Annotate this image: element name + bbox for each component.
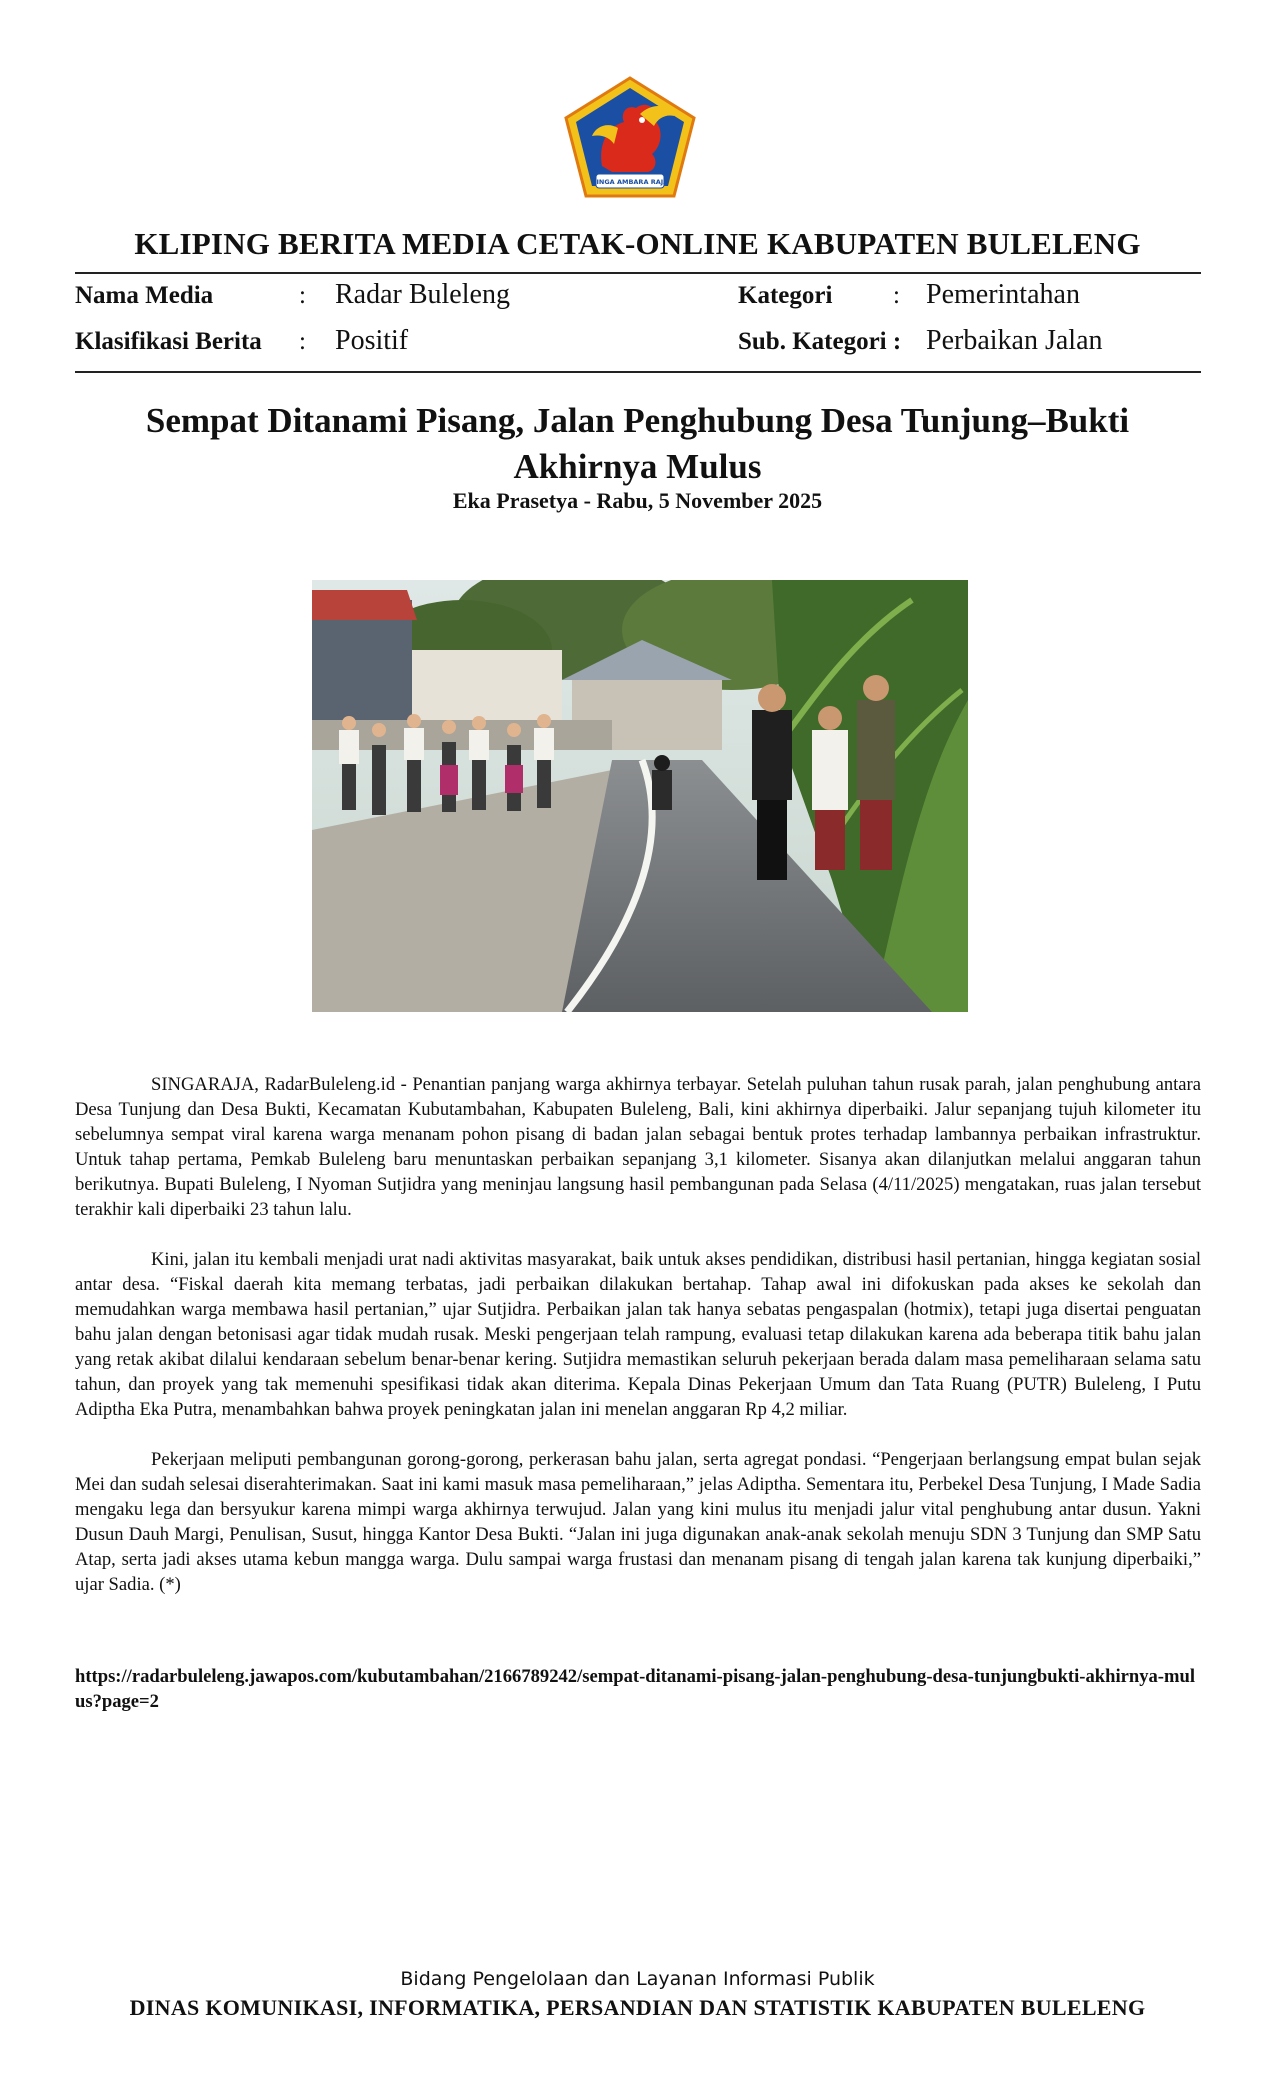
meta-row-classification [75,324,1201,364]
footer-agency: DINAS KOMUNIKASI, INFORMATIKA, PERSANDIAN DAN STATISTIK KABUPATEN BULELENG [129,1995,1146,2020]
header-divider-top [75,272,1201,274]
subcategory-value: Perbaikan Jalan [926,325,1103,356]
classification-value: Positif [335,325,409,356]
page-title: KLIPING BERITA MEDIA CETAK-ONLINE KABUPATEN BULELENG [134,226,1141,261]
singa-ambara-raja-emblem-icon [562,74,698,200]
category-label: Kategori [738,282,833,309]
article-body [75,1072,1201,1622]
subcategory-label: Sub. Kategori : [738,328,902,355]
article-title: Sempat Ditanami Pisang, Jalan Penghubung Desa Tunjung–Bukti Akhirnya Mulus [145,401,1130,486]
article-paragraph: Kini, jalan itu kembali menjadi urat nadi aktivitas masyarakat, baik untuk akses pendidikan, distribusi hasil pertanian, hingga kegiatan sosial antar desa. “Fiskal daerah kita memang terbatas, jadi perbaikan dilakukan bertahap. Tahap awal ini difokuskan pada akses ke sekolah dan memudahkan warga membawa hasil pertanian,” ujar Sutjidra. Perbaikan jalan tak hanya sebatas pengaspalan (hotmix), tetapi juga disertai penguatan bahu jalan dengan betonisasi agar tidak mudah rusak. Meski pengerjaan telah rampung, evaluasi tetap dilakukan karena ada beberapa titik bahu jalan yang retak akibat dilalui kendaraan sebelum benar-benar kering. Sutjidra memastikan seluruh pekerjaan berada dalam masa pemeliharaan selama satu tahun, dan proyek yang tak memenuhi spesifikasi tidak akan diterima. Kepala Dinas Pekerjaan Umum dan Tata Ruang (PUTR) Buleleng, I Putu Adiptha Eka Putra, menambahkan bahwa proyek peningkatan jalan ini menelan anggaran Rp 4,2 miliar. [75,1249,1201,1420]
article-byline: Eka Prasetya - Rabu, 5 November 2025 [452,488,823,513]
article-paragraph: SINGARAJA, RadarBuleleng.id - Penantian panjang warga akhirnya terbayar. Setelah puluhan tahun rusak parah, jalan penghubung antara Desa Tunjung dan Desa Bukti, Kecamatan Kubutambahan, Kabupaten Buleleng, Bali, kini akhirnya diperbaiki. Jalur sepanjang tujuh kilometer itu sebelumnya sempat viral karena warga menanam pohon pisang di badan jalan sebagai bentuk protes terhadap lambannya perbaikan infrastruktur. Untuk tahap pertama, Pemkab Buleleng baru menuntaskan perbaikan sepanjang 3,1 kilometer. Sisanya akan dilanjutkan melalui anggaran tahun berikutnya. Bupati Buleleng, I Nyoman Sutjidra yang meninjau langsung hasil pembangunan pada Selasa (4/11/2025) mengatakan, ruas jalan tersebut terakhir kali diperbaiki 23 tahun lalu. [75,1074,1201,1220]
source-link[interactable]: https://radarbuleleng.jawapos.com/kubutambahan/2166789242/sempat-ditanami-pisang-jalan-penghubung-desa-tunjungbukti-akhirnya-mulus?page=2 [75,1666,1195,1712]
article-photo [312,580,968,1012]
regency-logo [562,74,698,200]
category-value: Pemerintahan [926,279,1080,310]
media-value: Radar Buleleng [335,279,510,310]
classification-colon: : [299,328,306,355]
logo-motto: SINGA AMBARA RAJA [591,178,669,186]
media-colon: : [299,282,306,309]
category-colon: : [893,282,900,309]
road-inspection-photo [312,580,968,1012]
meta-row-media [75,278,1201,318]
media-label: Nama Media [75,282,214,309]
footer-division: Bidang Pengelolaan dan Layanan Informasi Publik [400,1968,875,1990]
classification-label: Klasifikasi Berita [75,328,262,355]
header-divider-bottom [75,371,1201,373]
article-paragraph: Pekerjaan meliputi pembangunan gorong-gorong, perkerasan bahu jalan, serta agregat pondasi. “Pengerjaan berlangsung empat bulan sejak Mei dan sudah selesai diserahterimakan. Saat ini kami masuk masa pemeliharaan,” jelas Adiptha. Sementara itu, Perbekel Desa Tunjung, I Made Sadia mengaku lega dan bersyukur karena mimpi warga akhirnya terwujud. Jalan yang kini mulus itu menjadi jalur vital penghubung antar dusun. Yakni Dusun Dauh Margi, Penulisan, Susut, hingga Kantor Desa Bukti. “Jalan ini juga digunakan anak-anak sekolah menuju SDN 3 Tunjung dan SMP Satu Atap, serta jadi akses utama kebun mangga warga. Dulu sampai warga frustasi dan menanam pisang di tengah jalan karena tak kunjung diperbaiki,” ujar Sadia. (*) [75,1449,1201,1595]
